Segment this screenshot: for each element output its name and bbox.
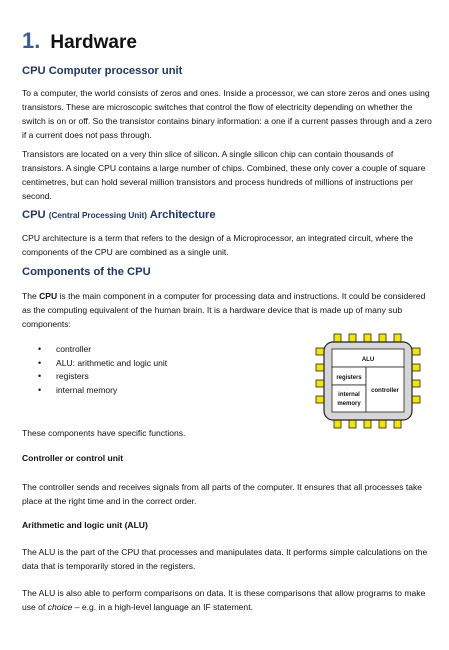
list-item-text: ALU: arithmetic and logic unit: [56, 357, 168, 368]
list-item-text: controller: [56, 344, 92, 354]
cpu-section-title: CPU Computer processor unit: [22, 65, 183, 77]
components-list: [38, 343, 167, 398]
list-item-text: registers: [56, 371, 89, 382]
heading-number: 1.: [22, 28, 41, 53]
alu-paragraph-2-italic: choice: [47, 602, 73, 612]
list-item-text: internal memory: [56, 385, 118, 396]
chip-pin: [316, 348, 324, 355]
cpu-paragraph-1: To a computer, the world consists of zeros and ones. Inside a processor, we can store zeros and ones using transistors. These are microscopic switches that control the flow of electricity depending on whether the switch is on or off. So the transistor contains binary information: a one if a current passes through and a zero if a current does not pass through.: [22, 88, 432, 140]
bullet-icon: •: [38, 344, 42, 354]
architecture-title-suffix: Architecture: [149, 209, 216, 221]
chip-pin: [316, 364, 324, 371]
controller-paragraph: The controller sends and receives signals from all parts of the computer. It ensures that all processes take place at the right time and in the correct order.: [22, 482, 423, 506]
alu-paragraph-2-post: – e.g. in a high-level language an IF statement.: [72, 602, 253, 612]
bullet-icon: •: [38, 371, 42, 382]
components-intro-bold: CPU: [39, 291, 58, 301]
components-intro-pre: The: [22, 291, 40, 301]
architecture-title-prefix: CPU: [22, 209, 46, 221]
internal-label: internal: [338, 392, 360, 398]
cpu-chip-diagram: [312, 332, 424, 430]
chip-pin: [334, 334, 341, 342]
alu-paragraph-1: The ALU is the part of the CPU that processes and manipulates data. It performs simple calculations on the data that is temporarily stored in the registers.: [22, 547, 428, 571]
bullet-icon: •: [38, 357, 42, 368]
heading-title: Hardware: [50, 32, 137, 53]
registers-label: registers: [336, 375, 362, 381]
chip-pin: [349, 334, 356, 342]
list-item: [38, 384, 167, 398]
memory-label: memory: [337, 401, 361, 407]
list-item: [38, 343, 167, 357]
chip-pin: [394, 334, 401, 342]
list-item: [38, 370, 167, 384]
alu-paragraph-2-pre: The ALU is also able to perform comparisons on data. It is these comparisons that allow programs to make use of: [22, 588, 426, 612]
cpu-paragraph-2: Transistors are located on a very thin slice of silicon. A single silicon chip can contain thousands of transistors. A single CPU contains a large number of chips. Combined, these only cover a couple of square centimetres, but can hold several million transistors and process hundreds of millions of instructions per second.: [22, 149, 426, 201]
controller-label: controller: [371, 388, 399, 394]
alu-label: ALU: [361, 357, 375, 363]
chip-pin: [412, 364, 420, 371]
architecture-section-title: [22, 209, 216, 221]
page-heading: [22, 28, 137, 54]
alu-section-title: Arithmetic and logic unit (ALU): [22, 520, 148, 530]
chip-pin: [412, 380, 420, 387]
internal-memory-box: [332, 385, 366, 412]
controller-section-title: Controller or control unit: [22, 453, 124, 463]
chip-pin: [412, 396, 420, 403]
components-functions: These components have specific functions.: [22, 428, 186, 438]
chip-pin: [412, 348, 420, 355]
chip-pin: [364, 334, 371, 342]
chip-pin: [316, 380, 324, 387]
architecture-title-small: (Central Processing Unit): [48, 211, 148, 220]
components-intro: [22, 289, 432, 331]
alu-paragraph-2: [22, 586, 432, 614]
bullet-icon: •: [38, 385, 42, 396]
components-intro-post: is the main component in a computer for processing data and instructions. It could be considered as the computing equivalent of the human brain. It is a hardware device that is made up of many sub components:: [22, 291, 426, 329]
chip-pin: [379, 334, 386, 342]
list-item: [38, 357, 167, 371]
chip-pin: [316, 396, 324, 403]
components-section-title: Components of the CPU: [22, 266, 151, 278]
architecture-paragraph: CPU architecture is a term that refers to the design of a Microprocessor, an integrated circuit, where the components of the CPU are combined as a single unit.: [22, 233, 413, 257]
